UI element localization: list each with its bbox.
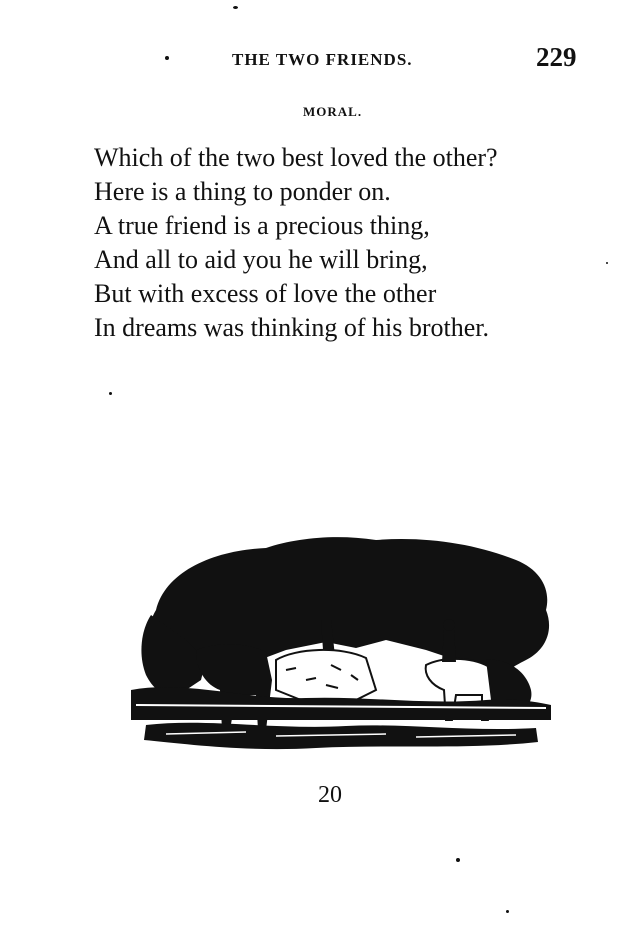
poem-line: In dreams was thinking of his brother. [94,313,489,342]
print-speck [506,910,509,913]
poem-stanza [94,141,594,345]
running-head: THE TWO FRIENDS. [232,50,413,69]
section-title: MORAL. [303,104,363,119]
print-speck [606,262,608,264]
woodcut-landscape-icon [126,530,554,760]
page-number: 229 [536,42,577,72]
poem-line: Which of the two best loved the other? [94,143,498,172]
print-speck [456,858,460,862]
print-speck [109,392,112,395]
poem-line: And all to aid you he will bring, [94,245,428,274]
poem-line: A true friend is a precious thing, [94,211,430,240]
print-speck [165,56,169,60]
signature-mark: 20 [318,782,342,808]
print-speck [233,6,238,9]
poem-line: But with excess of love the other [94,279,437,308]
poem-line: Here is a thing to ponder on. [94,177,391,206]
